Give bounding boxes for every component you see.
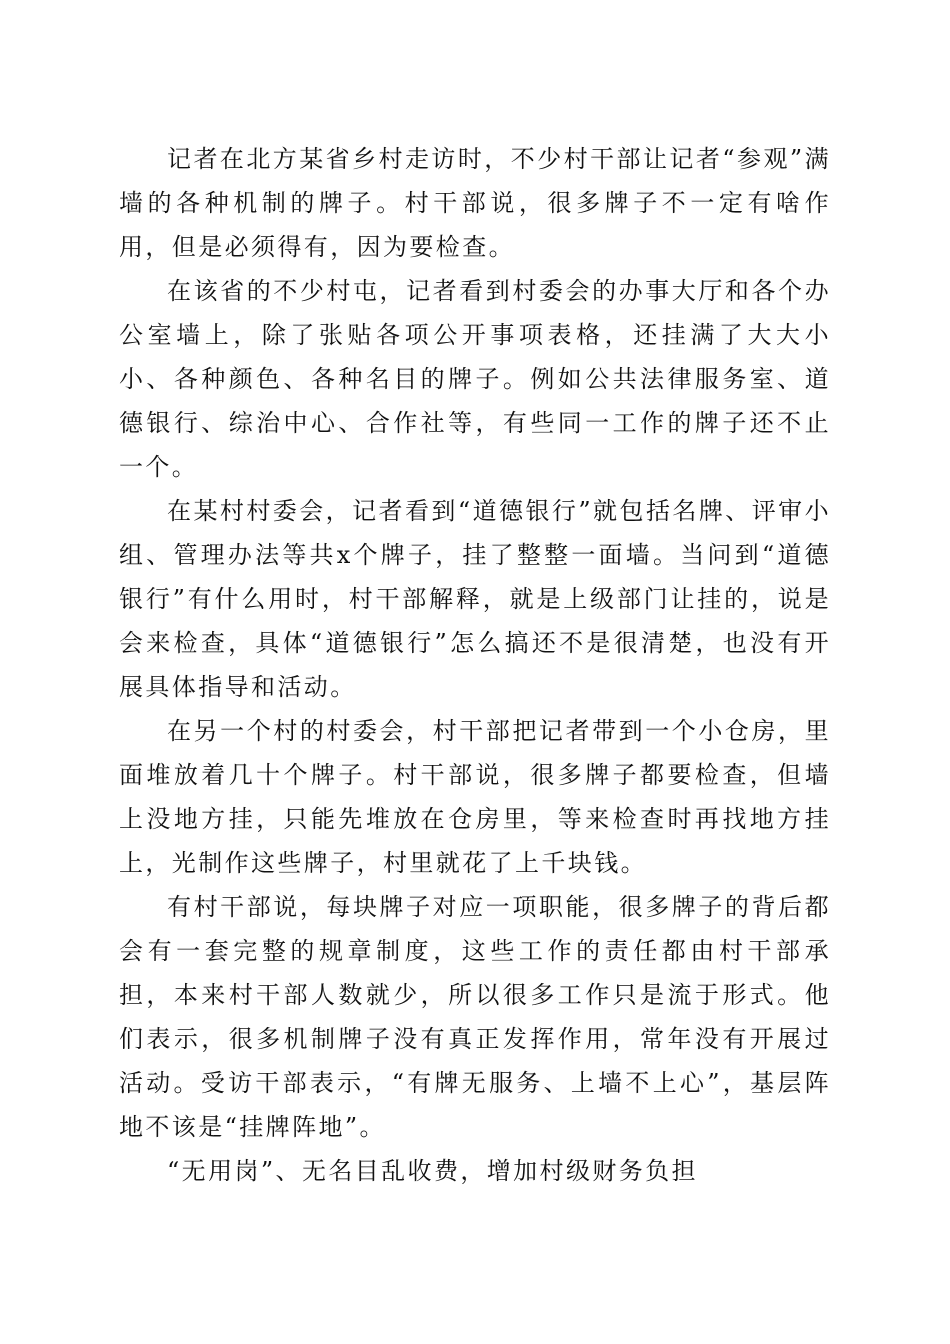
paragraph-3: 在某村村委会，记者看到“道德银行”就包括名牌、评审小组、管理办法等共x个牌子，挂了整整一面墙。当问到“道德银行”有什么用时，村干部解释，就是上级部门让挂的，说是会来检查，具体“道德银行”怎么搞还不是很清楚，也没有开展具体指导和活动。: [119, 497, 831, 701]
document-body: [119, 137, 831, 1193]
paragraph-2: 在该省的不少村屯，记者看到村委会的办事大厅和各个办公室墙上，除了张贴各项公开事项表格，还挂满了大大小小、各种颜色、各种名目的牌子。例如公共法律服务室、道德银行、综治中心、合作社等，有些同一工作的牌子还不止一个。: [119, 277, 831, 481]
paragraph-5: 有村干部说，每块牌子对应一项职能，很多牌子的背后都会有一套完整的规章制度，这些工作的责任都由村干部承担，本来村干部人数就少，所以很多工作只是流于形式。他们表示，很多机制牌子没有真正发挥作用，常年没有开展过活动。受访干部表示，“有牌无服务、上墙不上心”，基层阵地不该是“挂牌阵地”。: [119, 893, 831, 1141]
section-heading: “无用岗”、无名目乱收费，增加村级财务负担: [167, 1157, 698, 1185]
paragraph-4: 在另一个村的村委会，村干部把记者带到一个小仓房，里面堆放着几十个牌子。村干部说，很多牌子都要检查，但墙上没地方挂，只能先堆放在仓房里，等来检查时再找地方挂上，光制作这些牌子，村里就花了上千块钱。: [119, 717, 831, 877]
paragraph-1: 记者在北方某省乡村走访时，不少村干部让记者“参观”满墙的各种机制的牌子。村干部说，很多牌子不一定有啥作用，但是必须得有，因为要检查。: [119, 145, 831, 261]
